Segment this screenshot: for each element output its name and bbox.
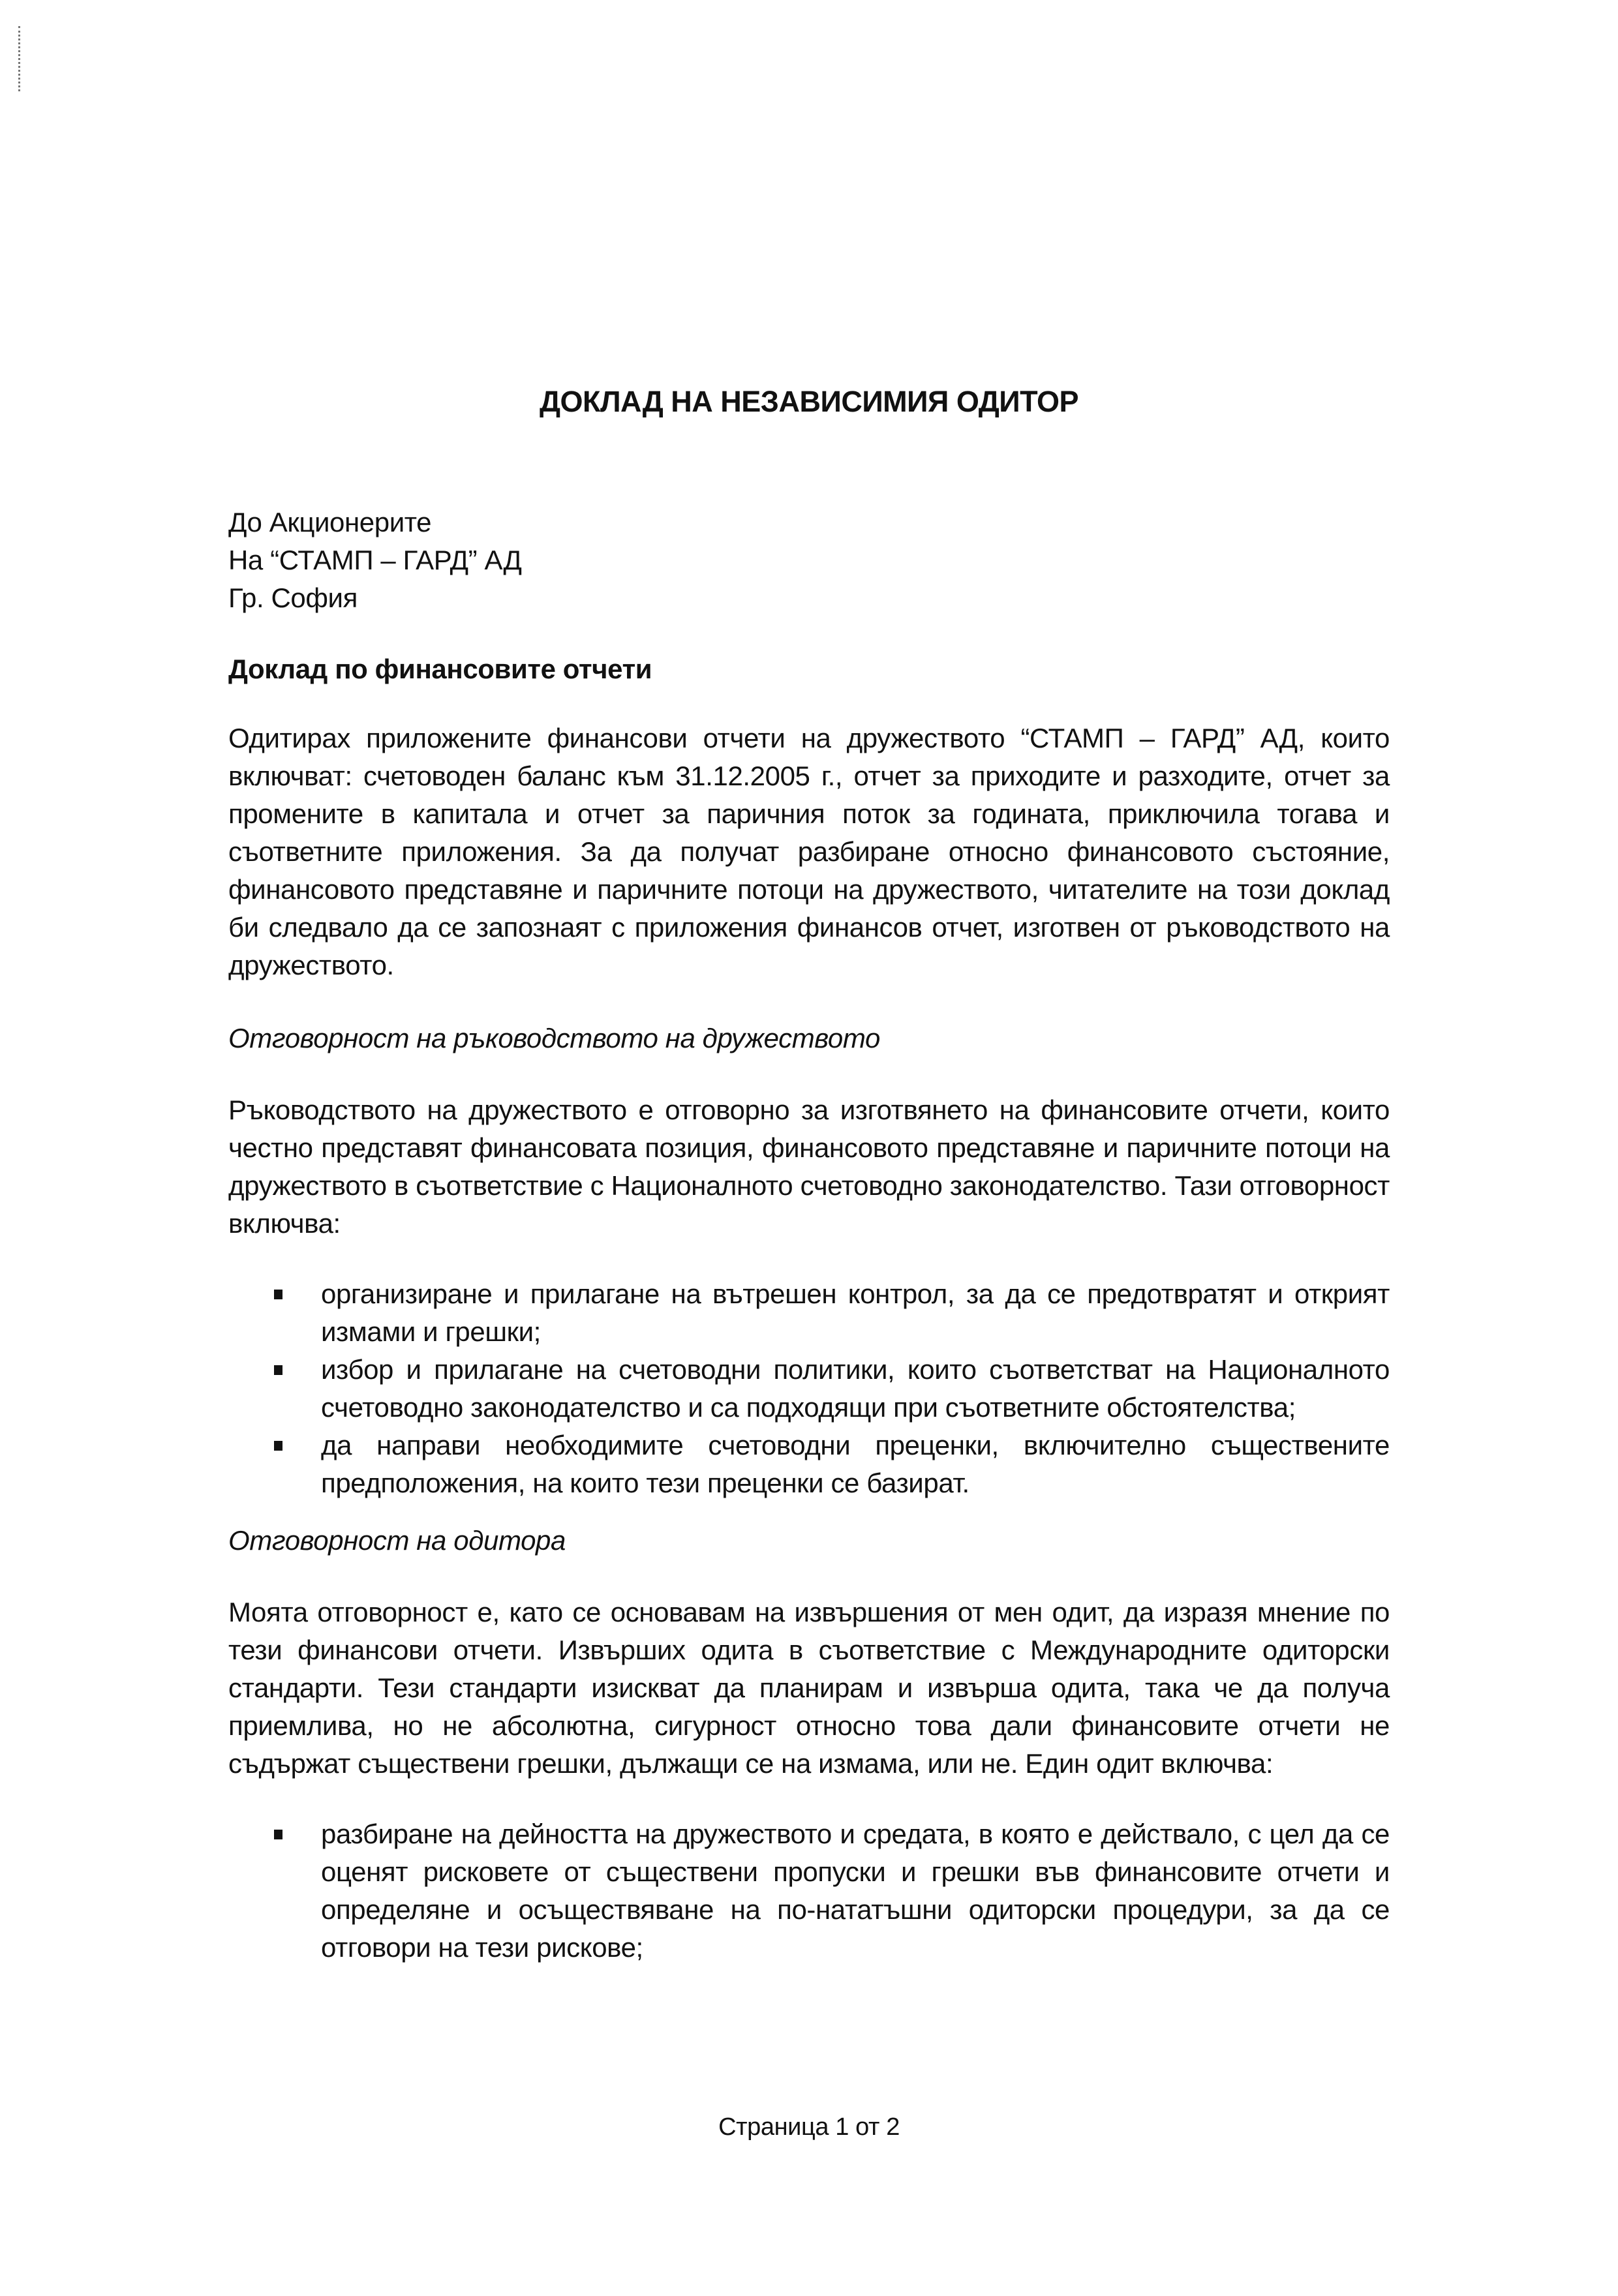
list-item-text: разбиране на дейността на дружеството и средата, в която е действало, с цел да се оценят рисковете от съществени пропуски и грешки във финансовите отчети и определяне и осъществяване на по-нататъшни одиторски процедури, за да се отговори на тези рискове; bbox=[321, 1819, 1390, 1963]
address-line: До Акционерите bbox=[228, 507, 432, 537]
address-block bbox=[228, 504, 1390, 617]
list-item-text: да направи необходимите счетоводни преценки, включително съществените предположения, на които тези преценки се базират. bbox=[321, 1430, 1390, 1498]
bullet-icon bbox=[274, 1290, 282, 1299]
list-item bbox=[274, 1351, 1390, 1427]
section-heading: Доклад по финансовите отчети bbox=[228, 654, 652, 684]
bullet-icon bbox=[274, 1365, 282, 1375]
scan-artifact bbox=[18, 26, 23, 91]
auditor-heading: Отговорност на одитора bbox=[228, 1525, 566, 1556]
auditor-paragraph: Моята отговорност е, като се основавам на извършения от мен одит, да изразя мнение по тези финансови отчети. Извърших одита в съответствие с Международните одиторски стандарти. Тези стандарти изискват да планирам и извърша одита, така че да получа приемлива, но не абсолютна, сигурност относно това дали финансовите отчети не съдържат съществени грешки, дължащи се на измама, или не. Един одит включва: bbox=[228, 1597, 1390, 1779]
auditor-bullet-list bbox=[274, 1815, 1390, 1967]
page-number: Страница 1 от 2 bbox=[718, 2113, 900, 2141]
intro-paragraph-block bbox=[228, 719, 1390, 984]
management-heading: Отговорност на ръководството на дружеството bbox=[228, 1023, 880, 1053]
list-item bbox=[274, 1427, 1390, 1502]
management-bullet-list bbox=[274, 1275, 1390, 1502]
management-paragraph: Ръководството на дружеството е отговорно за изготвянето на финансовите отчети, които честно представят финансовата позиция, финансовото представяне и паричните потоци на дружеството в съответствие с Националното счетоводно законодателство. Тази отговорност включва: bbox=[228, 1095, 1390, 1239]
list-item-text: организиране и прилагане на вътрешен контрол, за да се предотвратят и открият измами и грешки; bbox=[321, 1278, 1390, 1347]
list-item bbox=[274, 1815, 1390, 1967]
bullet-icon bbox=[274, 1441, 282, 1451]
address-line: Гр. София bbox=[228, 582, 358, 613]
list-item-text: избор и прилагане на счетоводни политики, които съответстват на Националното счетоводно законодателство и са подходящи при съответните обстоятелства; bbox=[321, 1354, 1390, 1423]
document-title: ДОКЛАД НА НЕЗАВИСИМИЯ ОДИТОР bbox=[539, 385, 1079, 418]
management-paragraph-block bbox=[228, 1091, 1390, 1243]
list-item bbox=[274, 1275, 1390, 1351]
intro-paragraph: Одитирах приложените финансови отчети на дружеството “СТАМП – ГАРД” АД, които включват: счетоводен баланс към 31.12.2005 г., отчет за приходите и разходите, отчет за промените в капитала и отчет за паричния поток за годината, приключила тогава и съответните приложения. За да получат разбиране относно финансовото състояние, финансовото представяне и паричните потоци на дружеството, читателите на този доклад би следвало да се запознаят с приложения финансов отчет, изготвен от ръководството на дружеството. bbox=[228, 723, 1390, 980]
auditor-paragraph-block bbox=[228, 1594, 1390, 1783]
address-line: На “СТАМП – ГАРД” АД bbox=[228, 545, 522, 575]
bullet-icon bbox=[274, 1830, 282, 1839]
